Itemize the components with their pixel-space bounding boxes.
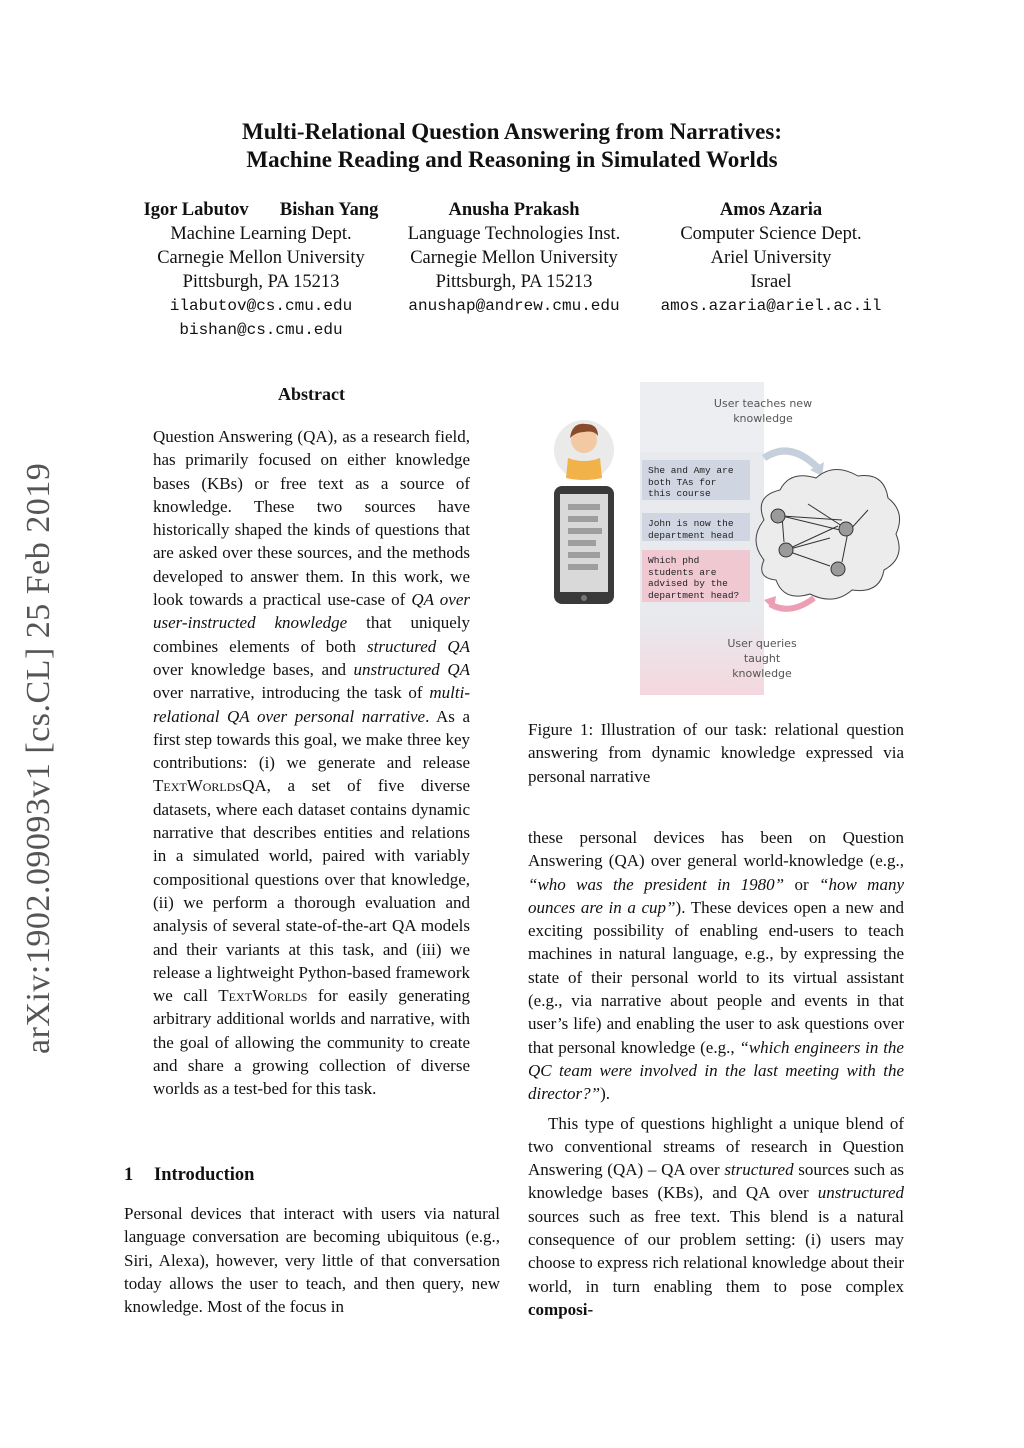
author-dept: Language Technologies Inst. xyxy=(407,224,621,244)
author-block-3 xyxy=(648,198,894,318)
emphasis: “which engineers in the QC team were involved in the last meeting with the director?” xyxy=(528,1037,904,1104)
arxiv-stamp[interactable]: arXiv:1902.09093v1 [cs.CL] 25 Feb 2019 xyxy=(20,462,57,1054)
author-block-1 xyxy=(130,198,392,342)
author-name: Amos Azaria xyxy=(719,200,823,220)
abstract-body xyxy=(153,425,470,1101)
paragraph xyxy=(528,1112,904,1322)
author-univ: Ariel University xyxy=(710,248,832,268)
emphasis: “who was the president in 1980” xyxy=(528,874,785,894)
emphasis: QA over user-instructed knowledge xyxy=(153,590,471,633)
section-number: 1 xyxy=(124,1165,134,1185)
text-run: or xyxy=(784,874,820,894)
author-name: Igor Labutov xyxy=(143,200,249,220)
author-email[interactable]: amos.azaria@ariel.ac.il xyxy=(660,297,882,315)
chat-bubble: John is now the department head xyxy=(642,513,750,541)
figure-label-teach: User teaches new knowledge xyxy=(713,397,813,425)
text-run: these personal devices has been on Question Answering (QA) over general world-knowledge (e.g., xyxy=(528,828,904,871)
title-line-1: Multi-Relational Question Answering from Narratives: xyxy=(241,119,783,144)
text-run: sources such as free text. This blend is a natural consequence of our problem setting: (i) users may choose to express rich relational knowledge about their world, in turn enabling them to pose complex xyxy=(528,1206,904,1296)
chat-bubble: She and Amy are both TAs for this course xyxy=(642,460,750,500)
text-run: QA, a set of five diverse datasets, where each dataset contains dynamic narrative that describes entities and relations in a simulated world, paired with variably compositional questions over that knowledge, (ii) we perform a thorough evaluation and analysis of several state-of-the-art QA models and their variants at this task, and (iii) we release a lightweight Python-based framework we call xyxy=(153,776,470,1006)
query-arrow xyxy=(770,598,814,609)
author-univ: Carnegie Mellon University xyxy=(410,248,618,268)
section-heading xyxy=(124,1165,254,1186)
figure-caption: Figure 1: Illustration of our task: relational question answering from dynamic knowledge expressed via personal narrative xyxy=(528,720,904,786)
text-run: This type of questions highlight a unique blend of two conventional streams of research in Question Answering (QA) – QA over xyxy=(528,1113,904,1180)
author-email[interactable]: ilabutov@cs.cmu.edu xyxy=(169,297,353,315)
text-run: ). These devices open a new and exciting possibility of enabling end-users to teach machines in natural language, e.g., by expressing the state of their personal world to its virtual assistant (e.g., via narrative about people and events in that user’s life) and enabling the user to ask questions over that personal knowledge (e.g., xyxy=(528,897,904,1057)
smallcaps-name: TextWorlds xyxy=(218,986,308,1006)
text-run: sources such as knowledge bases (KBs), and QA over xyxy=(528,1160,904,1203)
phone-icon xyxy=(554,486,614,604)
author-names-1 xyxy=(130,198,392,222)
smallcaps-name: TextWorlds xyxy=(153,776,243,796)
paragraph: Personal devices that interact with users via natural language conversation are becoming ubiquitous (e.g., Siri, Alexa), however, very little of that conversation today allows the user to teach, and then query, new knowledge. Most of the focus in xyxy=(124,1204,500,1317)
author-dept: Computer Science Dept. xyxy=(680,224,862,244)
emphasis: structured xyxy=(724,1160,794,1180)
text-run: . As a first step towards this goal, we make three key contributions: (i) we generate and release xyxy=(153,706,470,773)
text-run: Question Answering (QA), as a research field, has primarily focused on either knowledge bases (KBs) or free text as a source of knowledge. These two sources have historically shaped the kinds of questions that are asked over these sources, and the methods developed to answer them. In this work, we look towards a practical use-case of xyxy=(153,427,470,610)
abstract-heading: Abstract xyxy=(278,384,345,404)
emphasis: unstructured xyxy=(817,1183,904,1203)
section-title: Introduction xyxy=(154,1165,255,1185)
title-line-2: Machine Reading and Reasoning in Simulated Worlds xyxy=(246,147,778,172)
text-run: for easily generating arbitrary additional worlds and narrative, with the goal of allowing the community to create and share a growing collection of diverse worlds as a test-bed for this task. xyxy=(153,986,471,1099)
author-block-2 xyxy=(385,198,643,318)
figure-1 xyxy=(528,380,906,700)
text-run: ). xyxy=(600,1084,611,1104)
knowledge-cloud-icon xyxy=(756,469,900,599)
intro-paragraph-left xyxy=(124,1202,500,1318)
abstract-paragraph xyxy=(153,425,470,1101)
text-run: that uniquely combines elements of both xyxy=(153,613,470,656)
bold-text: composi- xyxy=(528,1299,594,1319)
text-run: over knowledge bases, and xyxy=(153,659,354,679)
author-city: Pittsburgh, PA 15213 xyxy=(435,272,593,292)
chat-bubble-query: Which phd students are advised by the department head? xyxy=(642,550,750,602)
author-city: Israel xyxy=(750,272,792,292)
author-email[interactable]: bishan@cs.cmu.edu xyxy=(179,321,343,339)
paper-title xyxy=(0,118,1024,174)
query-arrow-head xyxy=(764,596,776,610)
author-name: Anusha Prakash xyxy=(448,200,580,220)
emphasis: multi-relational QA over personal narrative xyxy=(153,683,470,726)
author-univ: Carnegie Mellon University xyxy=(157,248,365,268)
user-avatar-icon xyxy=(554,420,614,480)
author-email[interactable]: anushap@andrew.cmu.edu xyxy=(408,297,620,315)
teach-arrow xyxy=(764,451,818,468)
figure-label-query: User queries taught knowledge xyxy=(727,637,797,680)
right-column-text xyxy=(528,826,904,1321)
author-name: Bishan Yang xyxy=(279,200,379,220)
text-run: over narrative, introducing the task of xyxy=(153,683,430,703)
emphasis: unstructured QA xyxy=(353,659,470,679)
paragraph xyxy=(528,826,904,1106)
author-dept: Machine Learning Dept. xyxy=(170,224,352,244)
emphasis: structured QA xyxy=(367,636,470,656)
author-city: Pittsburgh, PA 15213 xyxy=(182,272,340,292)
emphasis: “how many ounces are in a cup” xyxy=(528,874,904,917)
